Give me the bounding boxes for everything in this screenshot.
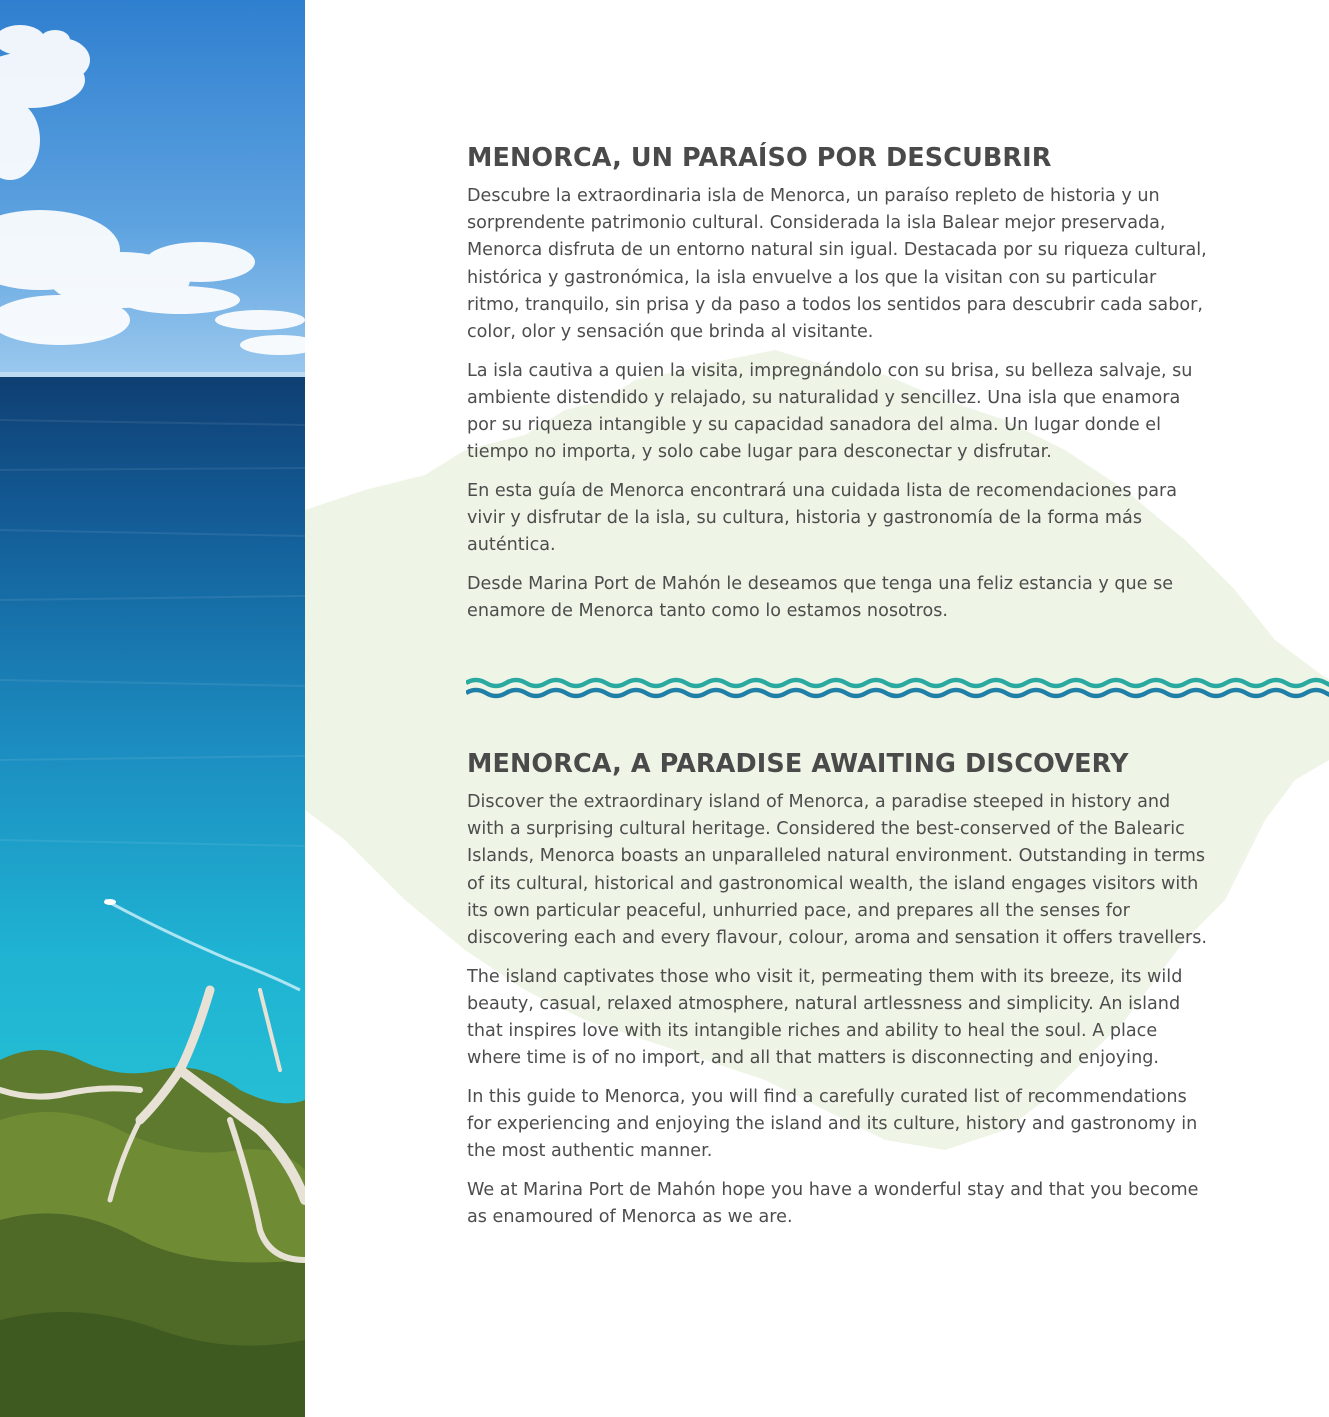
paragraph-en-3: In this guide to Menorca, you will find a carefully curated list of recommendations for experiencing and enjoying the island and its culture, history and gastronomy in the most authentic manner. [467, 1087, 1198, 1162]
title-english: MENORCA, A PARADISE AWAITING DISCOVERY [467, 749, 1129, 779]
paragraph-es-1: Descubre la extraordinaria isla de Menorca, un paraíso repleto de historia y un sorprendente patrimonio cultural. Considerada la isla Balear mejor preservada, Menorca disfruta de un entorno natural sin igual. Destacada por su riqueza cultural, histórica y gastronómica, la isla envuelve a los que la visitan con su particular ritmo, tranquilo, sin prisa y da paso a todos los sentidos para descubrir cada sabor, color, olor y sensación que brinda al visitante. [467, 186, 1207, 343]
paragraph-en-2: The island captivates those who visit it, permeating them with its breeze, its wild beauty, casual, relaxed atmosphere, natural artlessness and simplicity. An island that inspires love with its intangible riches and ability to heal the soul. A place where time is of no import, and all that matters is disconnecting and enjoying. [467, 966, 1183, 1069]
paragraph-es-4: Desde Marina Port de Mahón le deseamos que tenga una feliz estancia y que se enamore de Menorca tanto como lo estamos nosotros. [467, 574, 1174, 622]
title-spanish: MENORCA, UN PARAÍSO POR DESCUBRIR [467, 143, 1052, 173]
paragraph-es-3: En esta guía de Menorca encontrará una cuidada lista de recomendaciones para vivir y disfrutar de la isla, su cultura, historia y gastronomía de la forma más auténtica. [467, 481, 1178, 556]
wave-divider [466, 674, 1329, 702]
section-spanish [467, 142, 1207, 637]
paragraph-es-2: La isla cautiva a quien la visita, impregnándolo con su brisa, su belleza salvaje, su ambiente distendido y relajado, su naturalidad y sencillez. Una isla que enamora por su riqueza intangible y su capacidad sanadora del alma. Un lugar donde el tiempo no importa, y solo cabe lugar para desconectar y disfrutar. [467, 360, 1193, 463]
paragraph-en-4: We at Marina Port de Mahón hope you have a wonderful stay and that you become as enamoured of Menorca as we are. [467, 1180, 1199, 1228]
paragraph-en-1: Discover the extraordinary island of Menorca, a paradise steeped in history and with a surprising cultural heritage. Considered the best-conserved of the Balearic Islands, Menorca boasts an unparalleled natural environment. Outstanding in terms of its cultural, historical and gastronomical wealth, the island engages visitors with its own particular peaceful, unhurried pace, and prepares all the senses for discovering each and every flavour, colour, aroma and sensation it offers travellers. [467, 792, 1208, 949]
section-english [467, 748, 1207, 1243]
coastal-sea-photo [0, 0, 305, 1417]
